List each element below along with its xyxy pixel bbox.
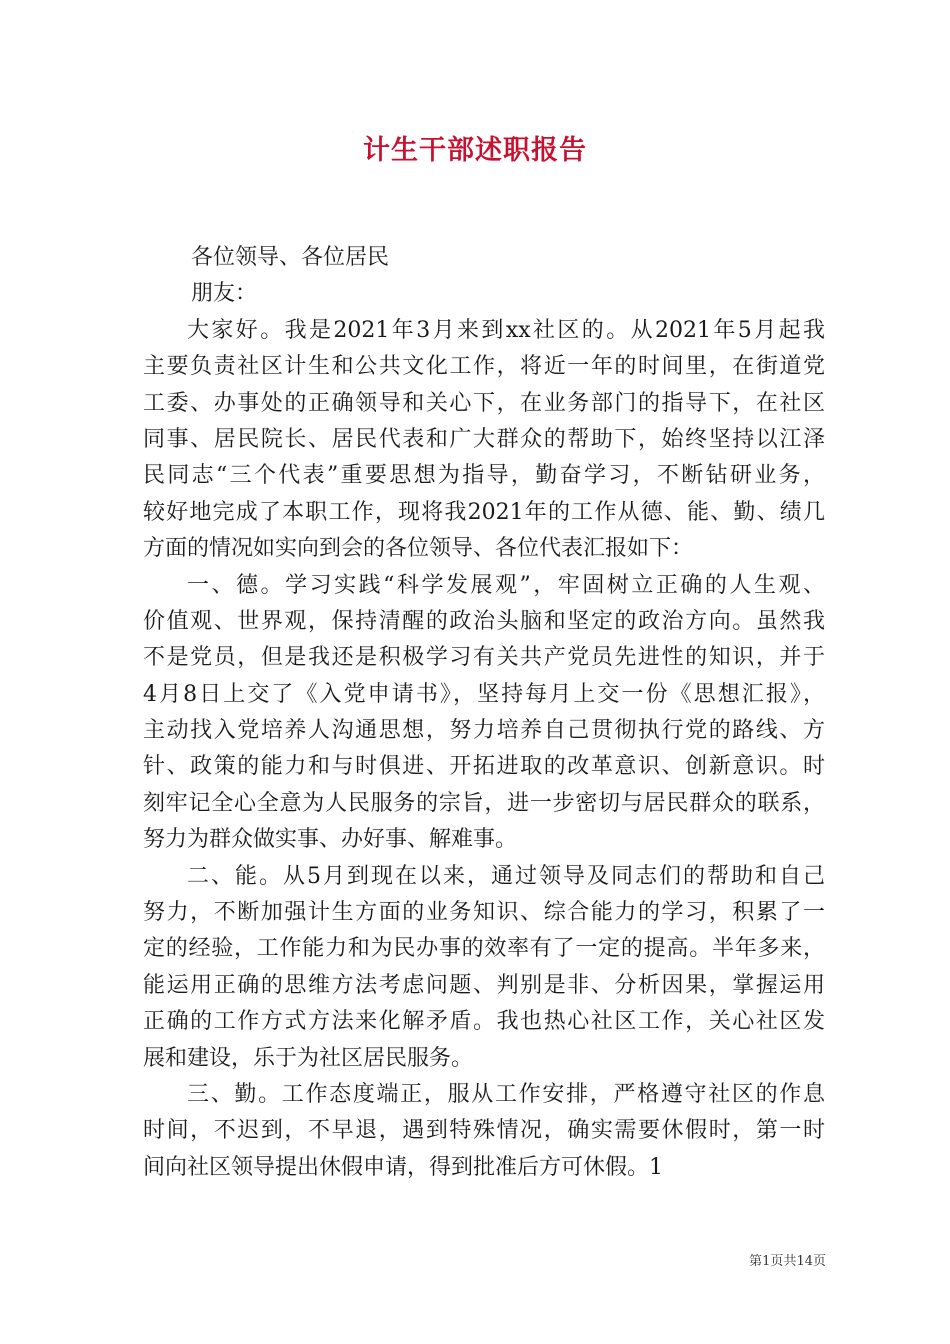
text-line: 大家好。我是2021年3月来到xx社区的。从2021年5月起我 (187, 317, 825, 343)
text-line: 主动找入党培养人沟通思想，努力培养自己贯彻执行党的路线、方 (143, 718, 825, 744)
text-line: 定的经验，工作能力和为民办事的效率有了一定的提高。半年多来， (143, 936, 825, 962)
text-line: 4月8日上交了《入党申请书》，坚持每月上交一份《思想汇报》， (143, 681, 825, 707)
text-line: 民同志“三个代表”重要思想为指导，勤奋学习，不断钻研业务， (143, 463, 825, 489)
text-line: 不是党员，但是我还是积极学习有关共产党员先进性的知识，并于 (143, 645, 825, 671)
paragraph-de (143, 568, 825, 859)
text-line: 较好地完成了本职工作，现将我2021年的工作从德、能、勤、绩几 (143, 499, 825, 525)
paragraph-intro (143, 313, 825, 568)
text-line: 一、德。学习实践“科学发展观”，牢固树立正确的人生观、 (187, 572, 825, 598)
text-line: 针、政策的能力和与时俱进、开拓进取的改革意识、创新意识。时 (143, 754, 825, 780)
salutation-line: 朋友： (191, 281, 258, 307)
salutation-line: 各位领导、各位居民 (191, 245, 390, 270)
text-line: 方面的情况如实向到会的各位领导、各位代表汇报如下： (143, 536, 694, 562)
text-line: 展和建设，乐于为社区居民服务。 (143, 1045, 474, 1071)
text-line: 正确的工作方式方法来化解矛盾。我也热心社区工作，关心社区发 (143, 1009, 825, 1035)
text-line: 时间，不迟到，不早退，遇到特殊情况，确实需要休假时，第一时 (143, 1118, 825, 1144)
text-line: 努力，不断加强计生方面的业务知识、综合能力的学习，积累了一 (143, 900, 825, 926)
text-line: 努力为群众做实事、办好事、解难事。 (143, 827, 518, 853)
text-line: 工委、办事处的正确领导和关心下，在业务部门的指导下，在社区 (143, 390, 825, 416)
paragraph-qin (143, 1077, 825, 1186)
text-line: 主要负责社区计生和公共文化工作，将近一年的时间里，在街道党 (143, 354, 825, 380)
text-line: 同事、居民院长、居民代表和广大群众的帮助下，始终坚持以江泽 (143, 426, 825, 452)
text-line: 三、勤。工作态度端正，服从工作安排，严格遵守社区的作息 (187, 1081, 825, 1107)
document-title: 计生干部述职报告 (363, 135, 587, 166)
text-line: 二、能。从5月到现在以来，通过领导及同志们的帮助和自己 (187, 863, 825, 889)
text-line: 价值观、世界观，保持清醒的政治头脑和坚定的政治方向。虽然我 (143, 608, 825, 634)
page-number-footer: 第1页共14页 (749, 1254, 826, 1269)
text-line: 能运用正确的思维方法考虑问题、判别是非、分析因果，掌握运用 (143, 972, 825, 998)
paragraph-neng (143, 859, 825, 1077)
text-line: 刻牢记全心全意为人民服务的宗旨，进一步密切与居民群众的联系， (143, 790, 825, 816)
document-body (143, 240, 825, 1186)
text-line: 间向社区领导提出休假申请，得到批准后方可休假。1 (143, 1154, 663, 1180)
